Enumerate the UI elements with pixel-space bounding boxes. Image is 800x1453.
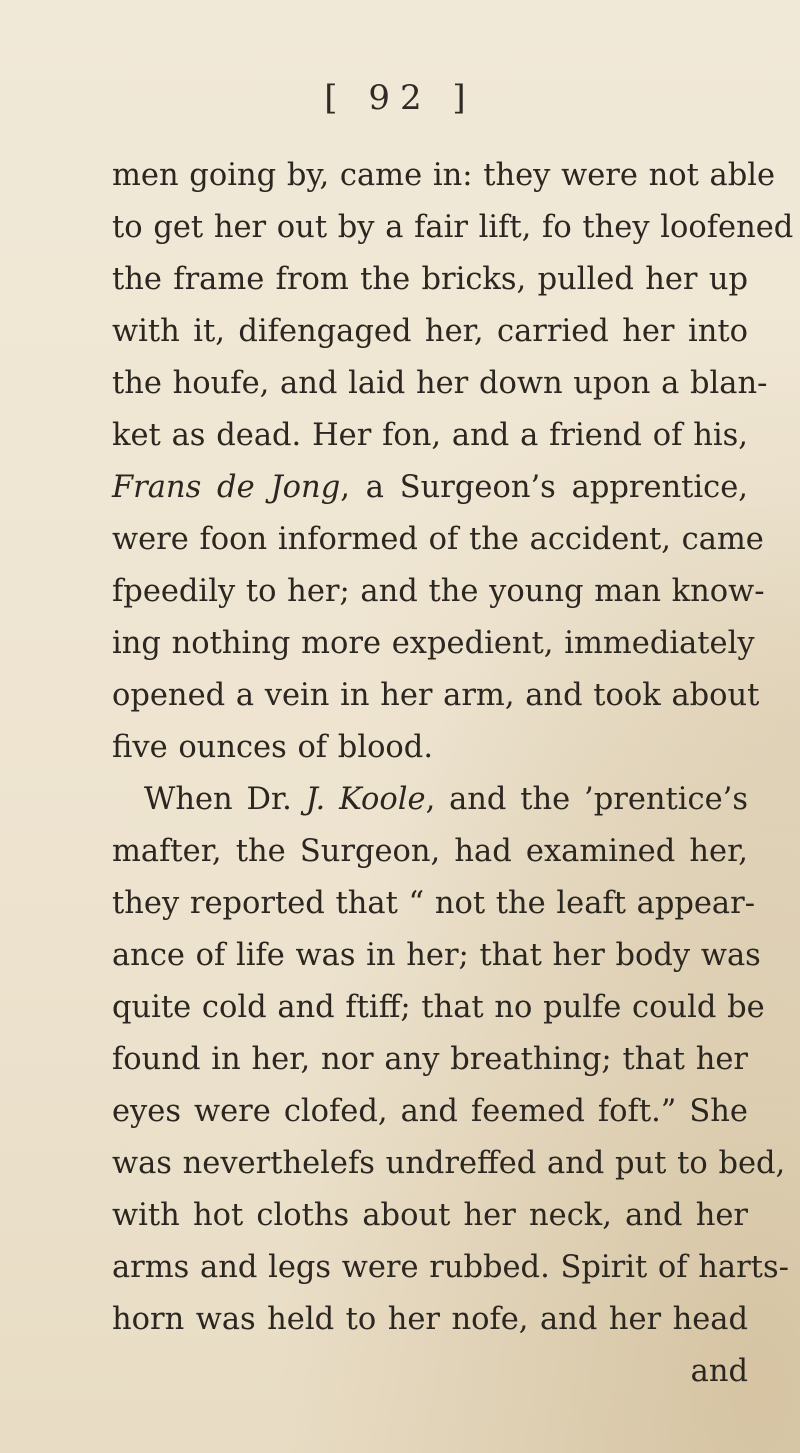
text-segment: quite cold and ftiff; that no pulfe could be <box>112 990 765 1025</box>
text-line <box>112 982 765 1034</box>
text-line <box>112 930 761 982</box>
text-line <box>112 1086 748 1138</box>
text-line <box>112 1294 748 1346</box>
text-segment: with hot cloths about her neck, and her <box>112 1198 748 1233</box>
body-text <box>112 150 794 1398</box>
text-segment: they reported that “ not the leaft appear- <box>112 886 756 921</box>
text-segment: , a Surgeon’s apprentice, <box>340 470 748 505</box>
text-line <box>112 1034 748 1086</box>
text-segment: found in her, nor any breathing; that her <box>112 1042 748 1077</box>
text-segment: fpeedily to her; and the young man know- <box>112 574 765 609</box>
text-line <box>112 722 748 774</box>
text-line <box>112 774 748 826</box>
text-segment: with it, difengaged her, carried her into <box>112 314 748 349</box>
text-line <box>112 202 794 254</box>
text-segment: were foon informed of the accident, came <box>112 522 764 557</box>
text-line <box>112 462 748 514</box>
text-line <box>112 618 755 670</box>
text-line <box>112 410 748 462</box>
text-segment: , and the ’prentice’s <box>425 782 749 817</box>
text-segment: the houfe, and laid her down upon a blan- <box>112 366 768 401</box>
text-line <box>112 566 765 618</box>
text-segment: mafter, the Surgeon, had examined her, <box>112 834 748 869</box>
text-segment: arms and legs were rubbed. Spirit of harts- <box>112 1250 789 1285</box>
text-line <box>112 254 748 306</box>
text-segment: ket as dead. Her fon, and a friend of his, <box>112 418 748 453</box>
text-segment: five ounces of blood. <box>112 730 434 765</box>
text-line <box>112 150 776 202</box>
text-line <box>112 306 748 358</box>
text-segment: eyes were clofed, and feemed foft.” She <box>112 1094 748 1129</box>
text-segment: ing nothing more expedient, immediately <box>112 626 755 661</box>
text-segment: to get her out by a fair lift, fo they loofened <box>112 210 794 245</box>
text-line <box>112 1138 786 1190</box>
text-line <box>112 826 748 878</box>
text-segment: opened a vein in her arm, and took about <box>112 678 760 713</box>
text-segment: When Dr. <box>144 782 306 817</box>
text-segment: ance of life was in her; that her body was <box>112 938 761 973</box>
text-line <box>112 878 756 930</box>
italic-text: J. Koole <box>305 782 426 817</box>
text-line <box>112 670 760 722</box>
text-line <box>112 514 764 566</box>
catchword: and <box>690 1354 748 1389</box>
text-line <box>112 1190 748 1242</box>
text-segment: men going by, came in: they were not able <box>112 158 776 193</box>
text-line <box>112 358 768 410</box>
italic-text: Frans de Jong <box>112 470 341 505</box>
page-number: [ 92 ] <box>324 78 476 118</box>
text-segment: was neverthelefs undreffed and put to bed, <box>112 1146 786 1181</box>
text-line <box>112 1242 789 1294</box>
text-segment: the frame from the bricks, pulled her up <box>112 262 748 297</box>
text-segment: horn was held to her nofe, and her head <box>112 1302 748 1337</box>
